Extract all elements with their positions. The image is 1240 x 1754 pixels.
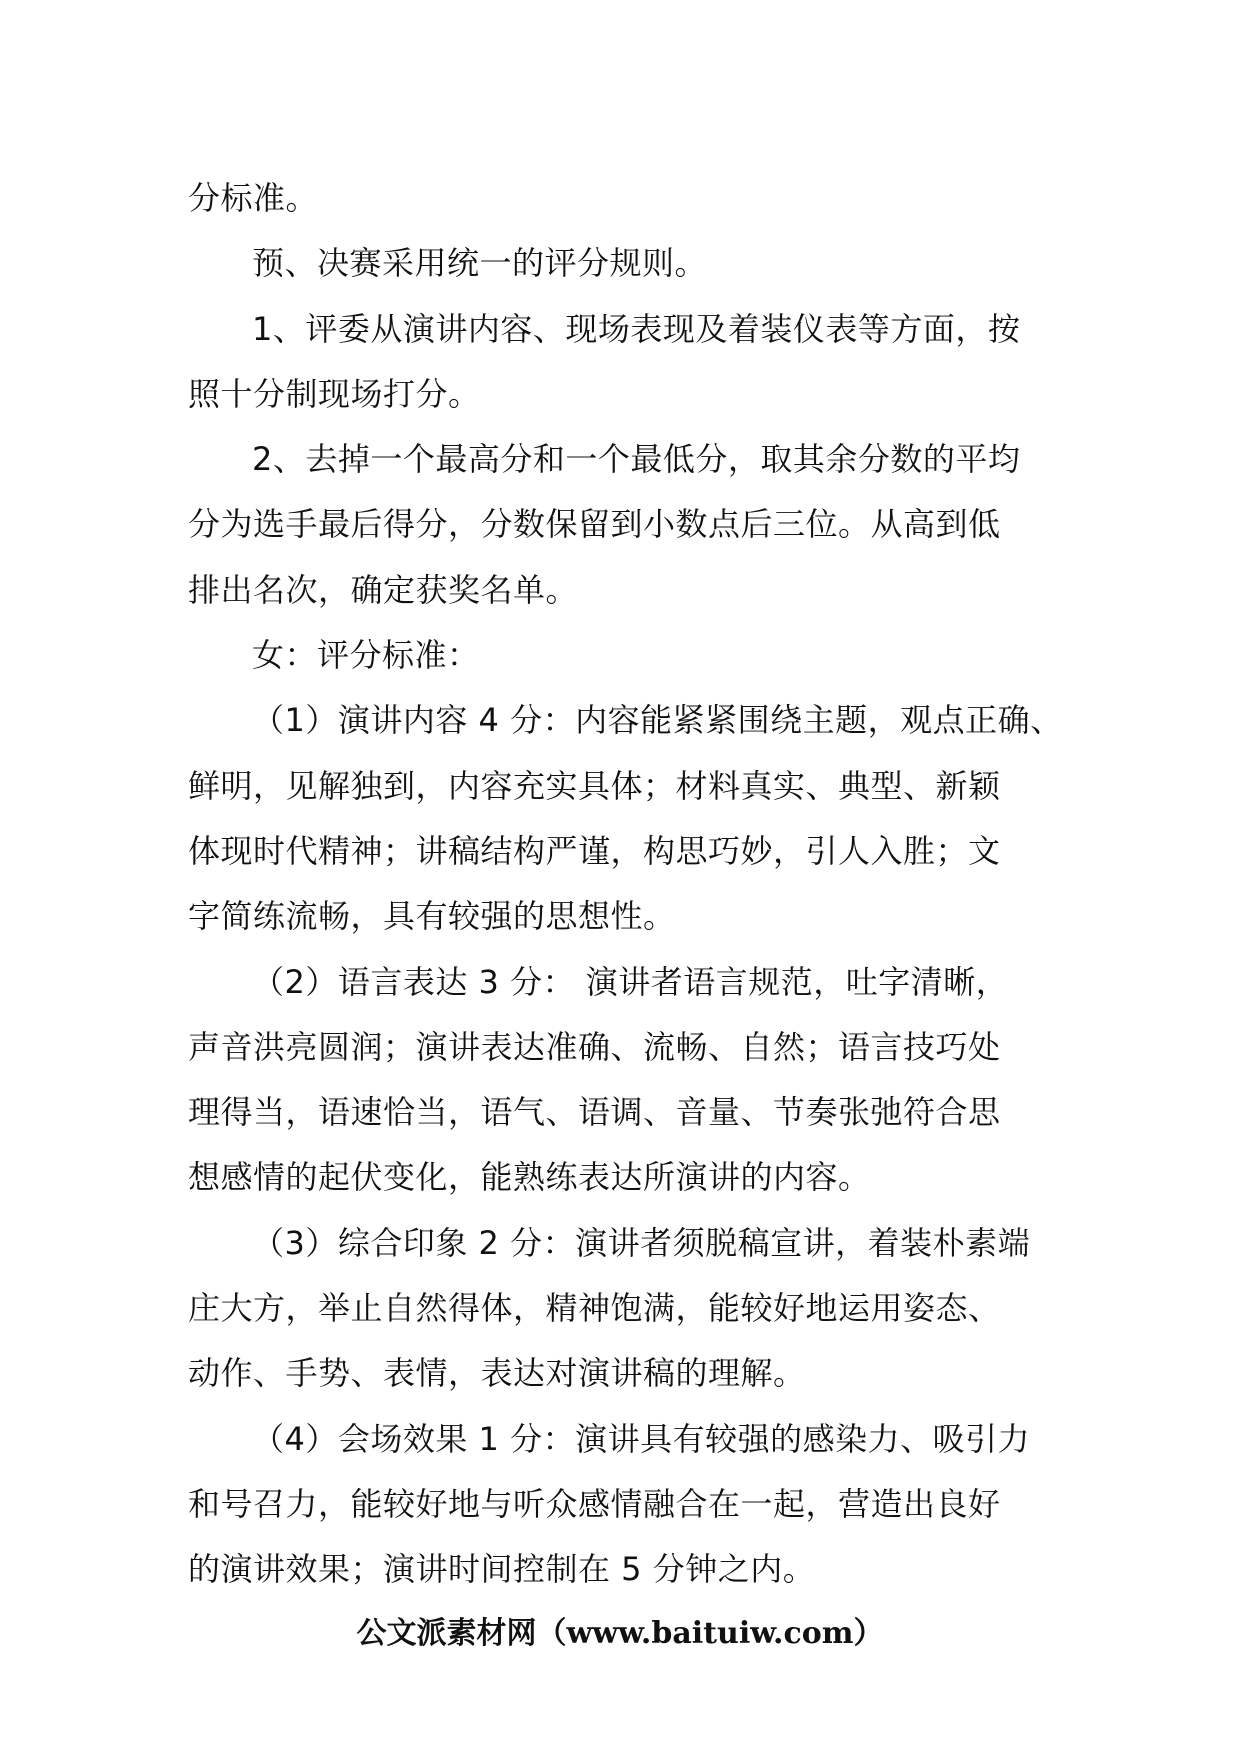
- text-line: 的演讲效果；演讲时间控制在 5 分钟之内。: [188, 1550, 816, 1589]
- text-line: 预、决赛采用统一的评分规则。: [252, 244, 708, 283]
- text-line: 排出名次，确定获奖名单。: [188, 570, 579, 609]
- text-line: 理得当，语速恰当，语气、语调、音量、节奏张弛符合思: [188, 1093, 1001, 1132]
- text-line: 想感情的起伏变化，能熟练表达所演讲的内容。: [188, 1158, 871, 1197]
- text-line: （1）演讲内容 4 分：内容能紧紧围绕主题，观点正确、: [252, 701, 1063, 740]
- text-line: 和号召力，能较好地与听众感情融合在一起，营造出良好: [188, 1484, 1001, 1523]
- text-line: 声音洪亮圆润；演讲表达准确、流畅、自然；语言技巧处: [188, 1027, 1001, 1066]
- text-line: 1、评委从演讲内容、现场表现及着装仪表等方面，按: [252, 309, 1021, 348]
- text-line: 分为选手最后得分，分数保留到小数点后三位。从高到低: [188, 505, 1001, 544]
- text-line: 字简练流畅，具有较强的思想性。: [188, 897, 676, 936]
- text-line: 动作、手势、表情，表达对演讲稿的理解。: [188, 1354, 806, 1393]
- text-line: 2、去掉一个最高分和一个最低分，取其余分数的平均: [252, 440, 1021, 479]
- text-line: 女：评分标准：: [252, 636, 480, 675]
- text-line: （3）综合印象 2 分：演讲者须脱稿宣讲，着装朴素端: [252, 1223, 1031, 1262]
- text-line: 鲜明，见解独到，内容充实具体；材料真实、典型、新颖: [188, 766, 1001, 805]
- text-line: 分标准。: [188, 179, 319, 217]
- document-body: [188, 166, 1068, 1603]
- text-line: （4）会场效果 1 分：演讲具有较强的感染力、吸引力: [252, 1419, 1031, 1458]
- page-footer: 公文派素材网（www.baituiw.com）: [356, 1616, 884, 1651]
- text-line: 体现时代精神；讲稿结构严谨，构思巧妙，引人入胜；文: [188, 831, 1001, 870]
- text-line: 庄大方，举止自然得体，精神饱满，能较好地运用姿态、: [188, 1289, 1001, 1328]
- text-line: （2）语言表达 3 分： 演讲者语言规范，吐字清晰，: [252, 962, 1009, 1001]
- text-line: 照十分制现场打分。: [188, 374, 481, 413]
